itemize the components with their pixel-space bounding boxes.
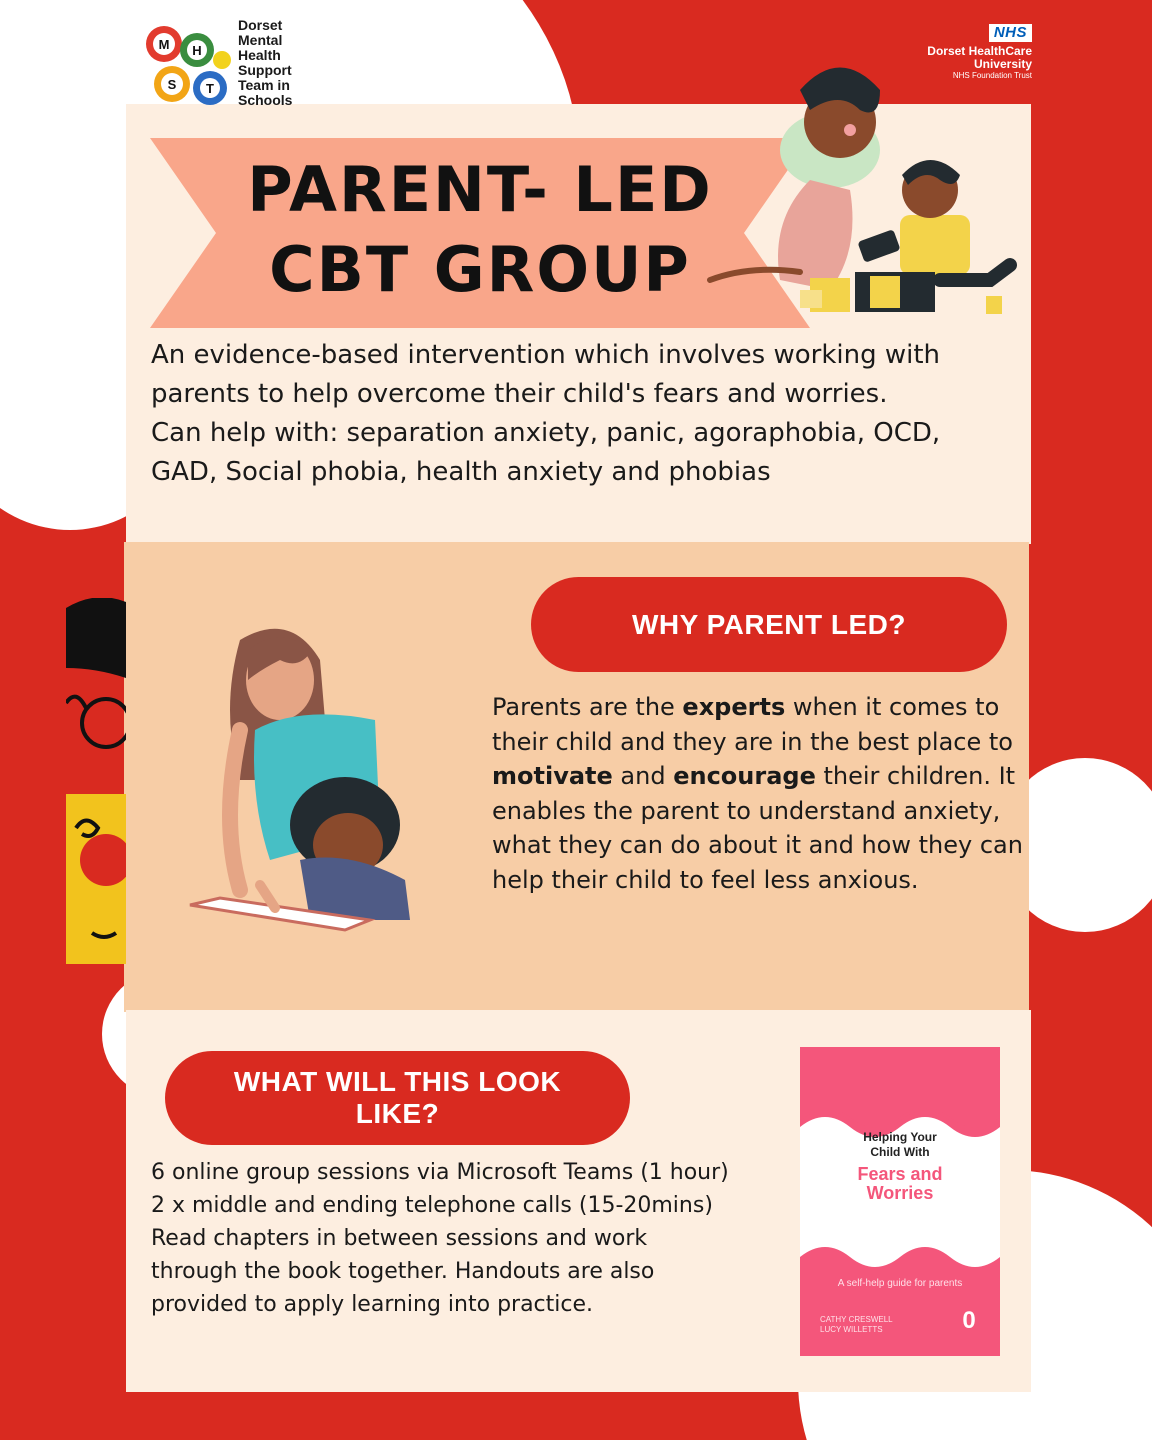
nhs-trust-name-2: University: [973, 57, 1032, 71]
book-title-line: Fears and: [857, 1164, 943, 1184]
logo-letter-h: H: [192, 43, 202, 58]
book-authors: [820, 1315, 940, 1335]
face-decoration-illustration: [66, 598, 126, 964]
why-body-text: [492, 690, 1032, 897]
parent-child-reading-illustration: [180, 620, 430, 940]
what-line: 6 online group sessions via Microsoft Teams (1 hour): [151, 1160, 729, 1185]
mhst-gear-logo: [142, 20, 232, 112]
what-line: through the book together. Handouts are also: [151, 1259, 655, 1284]
mhst-name-line: Support: [238, 62, 292, 78]
page-title-line2: CBT GROUP: [269, 233, 691, 306]
what-heading: WHAT WILL THIS LOOK LIKE?: [165, 1051, 630, 1145]
book-author: CATHY CRESWELL: [820, 1315, 893, 1324]
book-title: [800, 1165, 1000, 1203]
nhs-badge: NHS: [989, 24, 1032, 42]
intro-text: [151, 336, 1031, 492]
book-subtitle: [800, 1130, 1000, 1160]
nhs-trust-name: Dorset HealthCare: [927, 44, 1032, 58]
logo-letter-s: S: [167, 77, 177, 92]
why-bold-motivate: motivate: [492, 762, 613, 790]
logo-letter-m: M: [158, 37, 170, 52]
nhs-trust-type: NHS Foundation Trust: [952, 71, 1032, 80]
children-playing-illustration: [690, 50, 1030, 330]
logo-letter-t: T: [206, 81, 214, 96]
book-subtitle-line: Helping Your: [863, 1130, 937, 1144]
what-line: provided to apply learning into practice.: [151, 1292, 594, 1317]
why-heading: WHY PARENT LED?: [531, 577, 1007, 672]
why-bold-experts: experts: [682, 693, 786, 721]
what-details: [151, 1156, 791, 1321]
why-text: when it comes to their child and they are in the best place to: [492, 693, 1013, 756]
why-text: Parents are the: [492, 693, 683, 721]
mhst-name-line: Health: [238, 47, 281, 63]
book-title-line: Worries: [866, 1183, 934, 1203]
book-author: LUCY WILLETTS: [820, 1325, 883, 1334]
mhst-name-line: Dorset: [238, 17, 283, 33]
why-bold-encourage: encourage: [673, 762, 816, 790]
why-text: and: [612, 762, 674, 790]
mhst-name-line: Team in: [238, 77, 290, 93]
mhst-name: [238, 18, 348, 108]
intro-line: GAD, Social phobia, health anxiety and phobias: [151, 457, 771, 487]
what-line: Read chapters in between sessions and work: [151, 1226, 648, 1251]
intro-line: Can help with: separation anxiety, panic, agoraphobia, OCD,: [151, 418, 941, 448]
page-title-line1: PARENT- LED: [247, 153, 713, 226]
what-line: 2 x middle and ending telephone calls (15-20mins): [151, 1193, 713, 1218]
book-publisher-mark: 0: [962, 1307, 976, 1334]
intro-line: An evidence-based intervention which involves working with: [151, 340, 941, 370]
mhst-name-line: Mental: [238, 32, 283, 48]
why-text: their children. It enables the parent to understand anxiety, what they can do about it and how they can help their child to feel less anxious.: [492, 762, 1023, 894]
book-subtitle-line: Child With: [870, 1145, 930, 1159]
mhst-name-line: Schools: [238, 92, 293, 108]
book-tagline: A self-help guide for parents: [837, 1278, 963, 1289]
intro-line: parents to help overcome their child's fears and worries.: [151, 379, 888, 409]
